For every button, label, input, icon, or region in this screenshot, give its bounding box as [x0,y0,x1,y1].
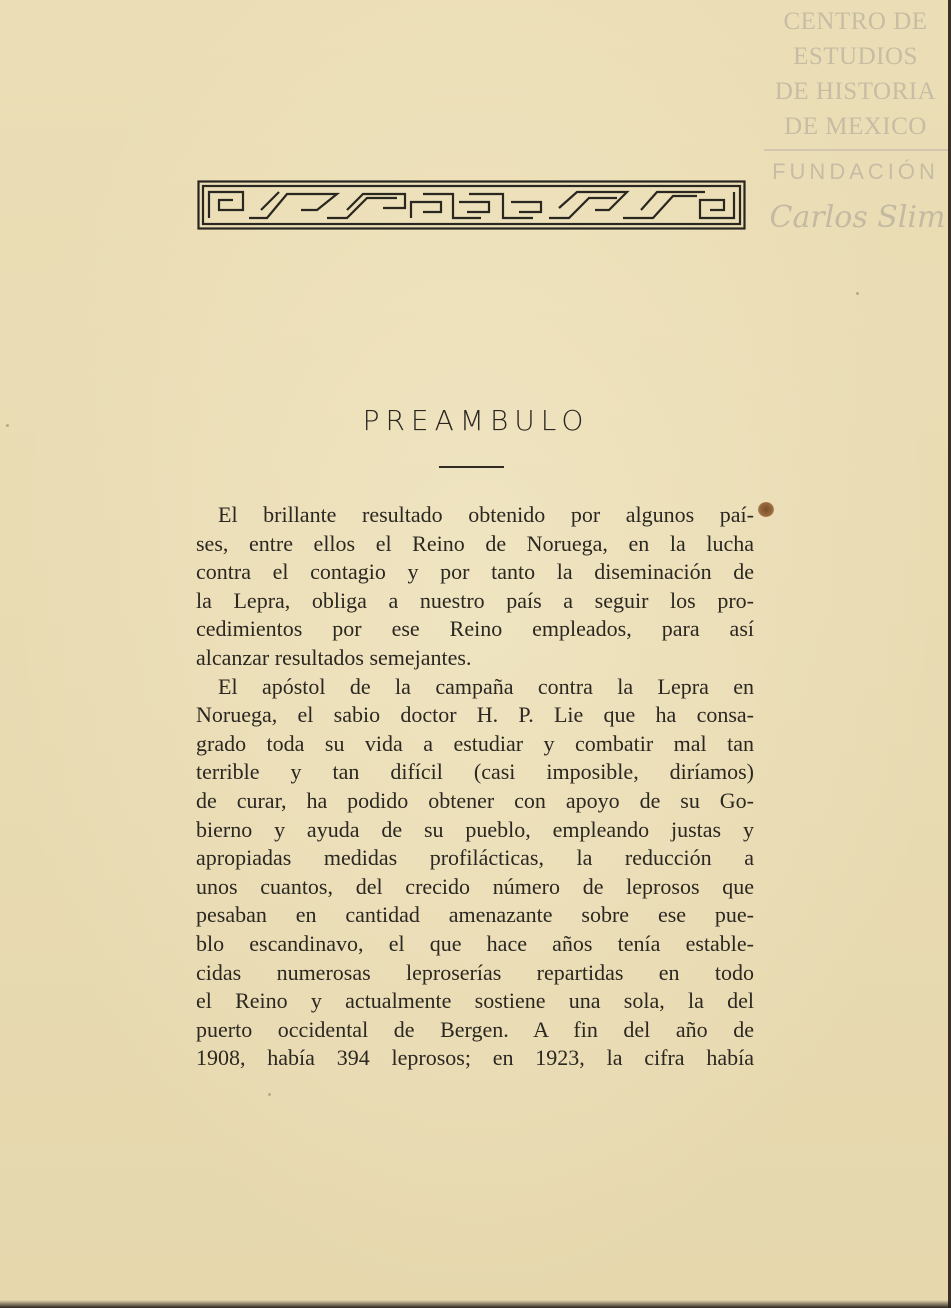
page-title: PREAMBULO [362,404,590,437]
text-line: alcanzar resultados semejantes. [196,644,472,670]
text-line: de curar, ha podido obtener con apoyo de su Go- [196,787,754,813]
paper-speck [856,292,859,295]
text-line: el Reino y actualmente sostiene una sola, la del [196,988,754,1014]
text-line: bierno y ayuda de su pueblo, empleando justas y [196,816,754,842]
text-line: apropiadas medidas profilácticas, la reducción a [196,845,754,871]
watermark-line: DE HISTORIA [774,78,937,105]
text-line: grado toda su vida a estudiar y combatir mal tan [196,730,754,756]
text-line: El brillante resultado obtenido por algunos paí- [218,502,754,527]
text-line: 1908, había 394 leprosos; en 1923, la cifra había [196,1045,754,1071]
text-line: unos cuantos, del crecido número de leprosos que [196,873,754,899]
text-line: pesaban en cantidad amenazante sobre ese pue- [196,902,754,928]
text-line: puerto occidental de Bergen. A fin del año de [196,1016,754,1042]
watermark-line: ESTUDIOS [793,43,918,70]
watermark-line: CENTRO DE [783,8,928,35]
text-line: contra el contagio y por tanto la diseminación de [196,559,754,585]
watermark-line: DE MEXICO [784,113,927,140]
paper-speck [6,424,9,427]
archive-watermark [760,4,951,244]
body-text [196,501,754,1073]
greek-key-ornament [197,180,746,230]
text-line: cidas numerosas leproserías repartidas en todo [196,959,754,985]
paragraph [196,673,754,1073]
text-line: terrible y tan difícil (casi imposible, diríamos) [196,759,754,785]
watermark-foundation: FUNDACIÓN [772,159,939,184]
paper-speck [268,1093,271,1096]
title-underline [439,466,504,468]
text-line: ses, entre ellos el Reino de Noruega, en la lucha [196,530,754,556]
text-line: cedimientos por ese Reino empleados, para así [196,616,754,642]
text-line: la Lepra, obliga a nuestro país a seguir los pro- [196,587,754,613]
text-line: El apóstol de la campaña contra la Lepra en [218,673,754,699]
text-line: blo escandinavo, el que hace años tenía estable- [196,930,754,956]
text-line: Noruega, el sabio doctor H. P. Lie que ha consa- [196,702,754,728]
page-bottom-edge [0,1300,951,1308]
watermark-signature: Carlos Slim [769,200,946,235]
paper-stain [758,502,774,517]
paragraph [196,501,754,673]
watermark-divider [764,149,951,151]
